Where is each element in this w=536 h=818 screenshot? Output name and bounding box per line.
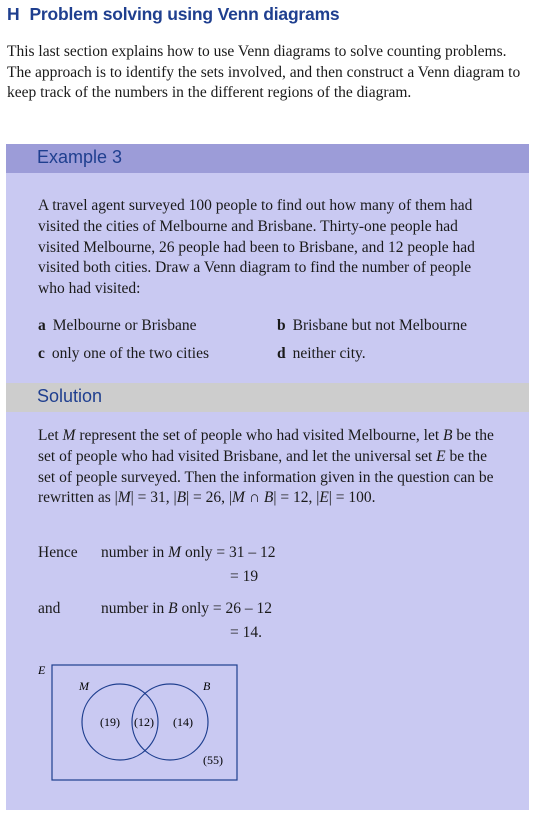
calc-b-only: number in B only = 26 – 12 xyxy=(101,600,273,617)
universal-set-label: E xyxy=(38,663,46,677)
venn-diagram xyxy=(38,660,238,784)
intro-paragraph: This last section explains how to use Venn diagrams to solve counting problems. The approach is to identify the sets involved, and then construct a Venn diagram to keep track of the numbers in the different regions of the diagram. xyxy=(7,43,521,101)
section-letter: H xyxy=(7,4,20,24)
part-c xyxy=(38,345,209,363)
solution-title: Solution xyxy=(37,386,103,406)
part-text: only one of the two cities xyxy=(51,345,210,362)
part-text: Brisbane but not Melbourne xyxy=(292,317,467,334)
calc-b-only-result: = 14. xyxy=(230,624,262,641)
region-intersection: (12) xyxy=(134,715,154,729)
region-m-only: (19) xyxy=(100,715,120,729)
section-heading xyxy=(7,4,339,25)
example-problem: A travel agent surveyed 100 people to find out how many of them had visited the cities of Melbourne and Brisbane. Thirty-one people had visited Melbourne, 26 people had been to Brisbane, and 12 people had visited both cities. Draw a Venn diagram to find the number of people who had visited: xyxy=(38,197,475,298)
part-text: neither city. xyxy=(292,345,366,362)
and-label: and xyxy=(38,600,61,617)
calc-m-only-result: = 19 xyxy=(230,568,259,585)
part-label: c xyxy=(38,345,45,362)
solution-paragraph: Let M represent the set of people who had visited Melbourne, let B be the set of people who had visited Brisbane, and let the universal set E be the set of people surveyed. Then the information given in the question can be rewritten as |M| = 31, |B| = 26, |M ∩ B| = 12, |E| = 100. xyxy=(38,427,494,507)
section-title-text: Problem solving using Venn diagrams xyxy=(29,4,340,24)
hence-label: Hence xyxy=(38,544,78,561)
region-b-only: (14) xyxy=(173,715,193,729)
part-label: b xyxy=(277,317,286,334)
part-label: a xyxy=(38,317,46,334)
part-b xyxy=(277,317,467,335)
set-m-label: M xyxy=(79,679,89,693)
part-d xyxy=(277,345,366,363)
part-a xyxy=(38,317,197,335)
example-title: Example 3 xyxy=(37,147,123,167)
part-text: Melbourne or Brisbane xyxy=(52,317,197,334)
set-b-label: B xyxy=(203,679,211,693)
calc-m-only: number in M only = 31 – 12 xyxy=(101,544,276,561)
part-label: d xyxy=(277,345,286,362)
region-neither: (55) xyxy=(203,753,223,767)
